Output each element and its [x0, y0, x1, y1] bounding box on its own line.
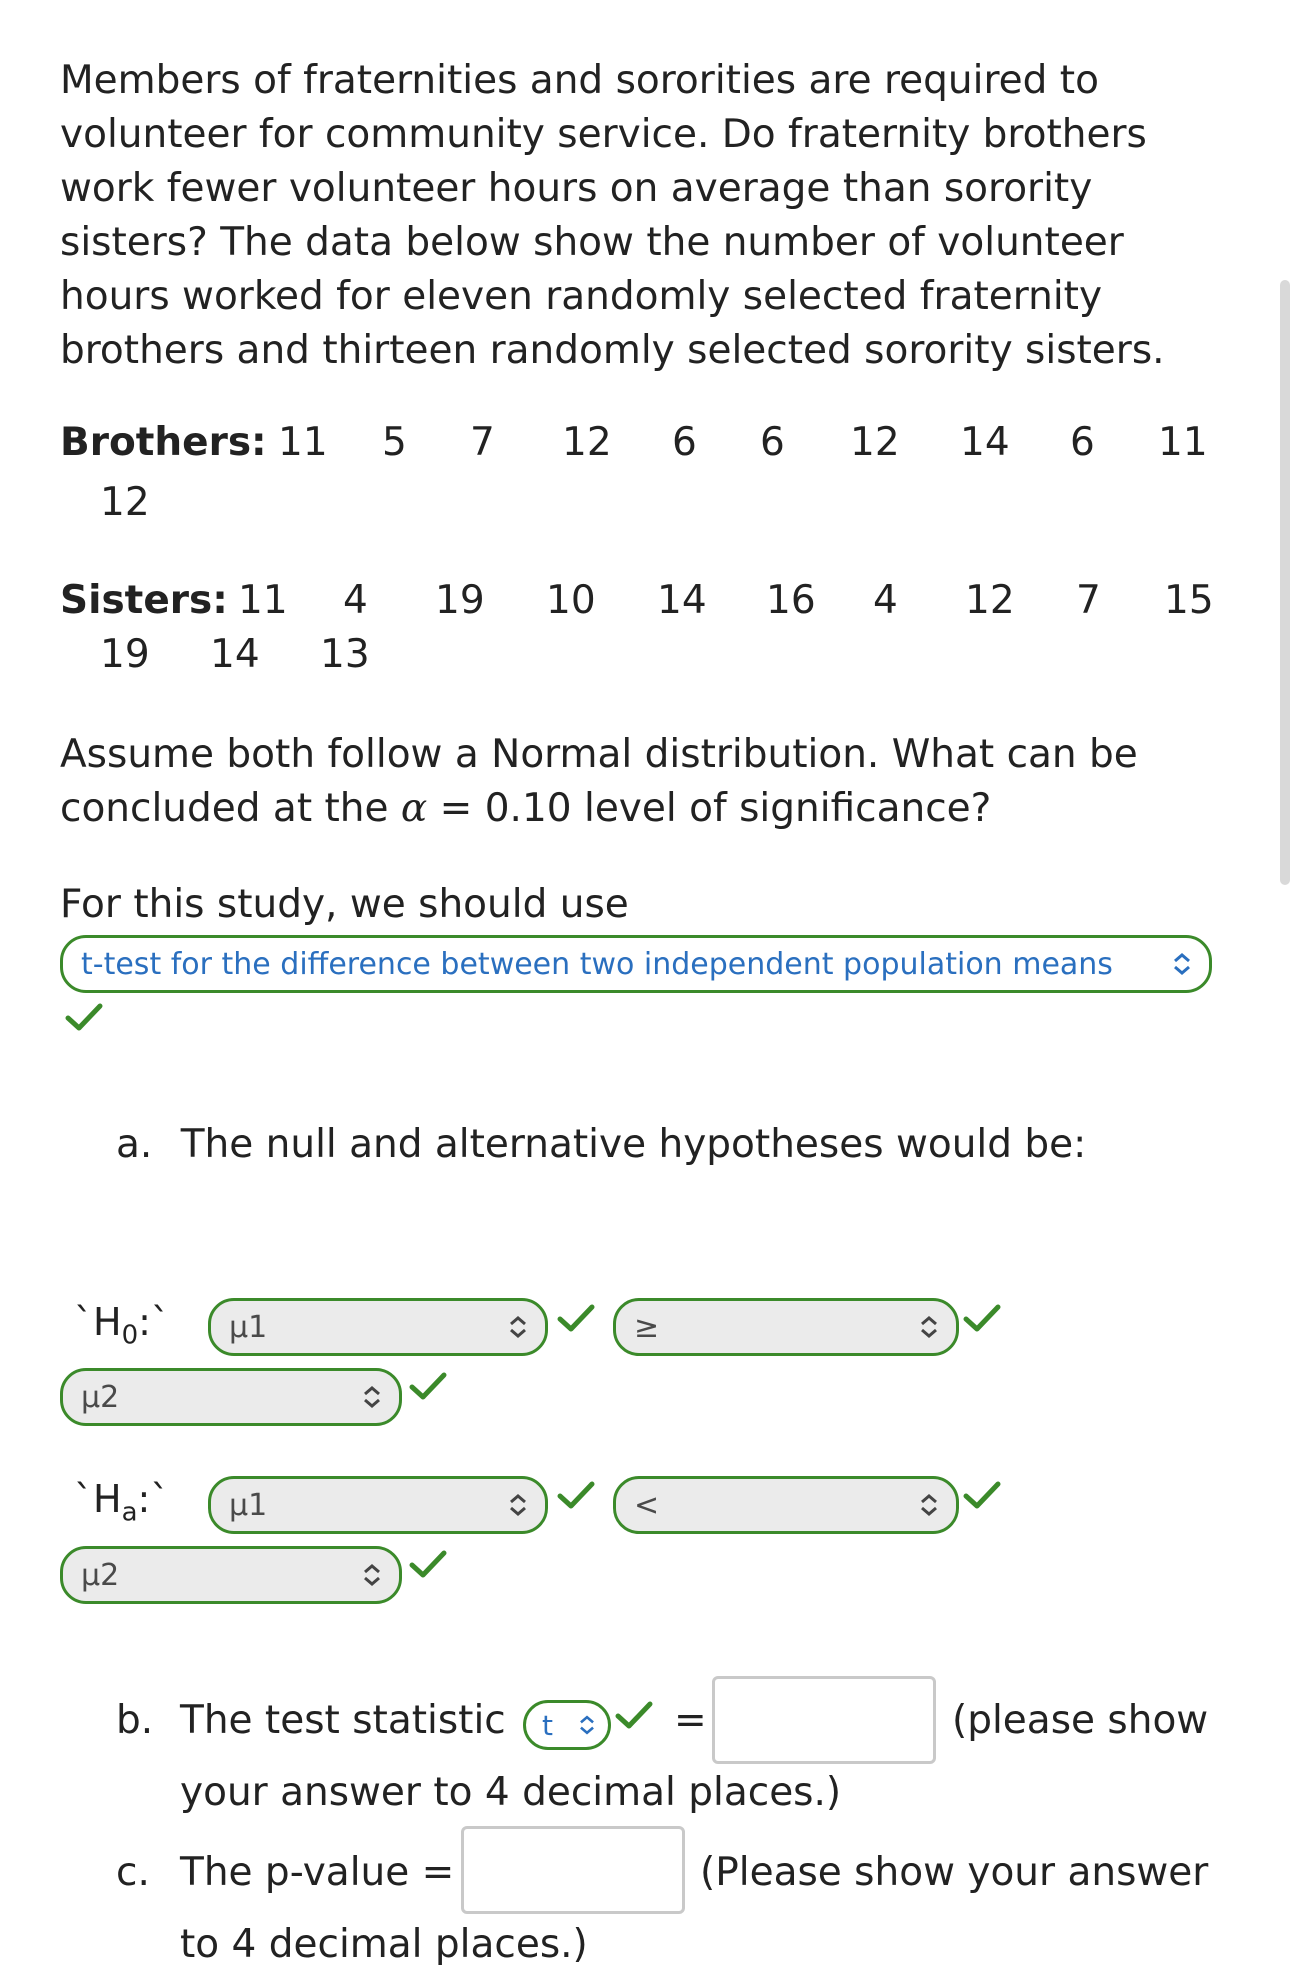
test-type-select-value: t-test for the difference between two independent population means [81, 946, 1113, 982]
chevron-updown-icon [1167, 949, 1197, 979]
brothers-value: 6 [1070, 420, 1095, 465]
sisters-label: Sisters: [60, 578, 228, 623]
sisters-value: 12 [965, 578, 1015, 623]
brothers-value: 12 [100, 480, 150, 525]
sisters-value: 11 [238, 578, 288, 623]
ha-param1-value: μ1 [229, 1487, 268, 1523]
brothers-value: 5 [382, 420, 407, 465]
sisters-value: 4 [343, 578, 368, 623]
ha-operator-select[interactable] [613, 1476, 959, 1534]
study-prompt: For this study, we should use [60, 882, 629, 927]
chevron-updown-icon [503, 1312, 533, 1342]
p-value-input[interactable] [461, 1826, 685, 1914]
ha-label-tail: :` [137, 1477, 170, 1521]
check-icon [614, 1700, 654, 1730]
part-a-label: a. [116, 1122, 153, 1167]
check-icon [64, 1002, 104, 1032]
brothers-value: 12 [562, 420, 612, 465]
ha-param1-select[interactable] [208, 1476, 548, 1534]
ha-operator-value: < [634, 1487, 660, 1523]
problem-intro: Members of fraternities and sororities are required to volunteer for community service. Do fraternity brothers work fewer volunteer hours on average than sorority sisters? The data below show the number of volunteer hours worked for eleven randomly selected fraternity brothers and thirteen randomly selected sorority sisters. [60, 58, 1165, 373]
sisters-value: 14 [657, 578, 707, 623]
h0-param2-select[interactable] [60, 1368, 402, 1426]
sisters-value: 19 [435, 578, 485, 623]
sisters-value: 15 [1164, 578, 1214, 623]
part-b-equals: = [674, 1698, 707, 1743]
part-c-label: c. [116, 1850, 150, 1895]
brothers-label: Brothers: [60, 420, 267, 465]
ha-subscript: a [121, 1497, 138, 1528]
part-a-text: The null and alternative hypotheses would be: [180, 1122, 1087, 1167]
check-icon [556, 1480, 596, 1510]
sisters-value: 10 [546, 578, 596, 623]
ha-param2-value: μ2 [81, 1557, 120, 1593]
check-icon [962, 1480, 1002, 1510]
check-icon [556, 1303, 596, 1333]
test-type-select[interactable] [60, 935, 1212, 993]
test-statistic-value: t [542, 1708, 553, 1742]
sisters-value: 13 [320, 632, 370, 677]
h0-operator-value: ≥ [634, 1309, 660, 1345]
part-b-note-line-2: your answer to 4 decimal places.) [180, 1770, 842, 1815]
h0-operator-select[interactable] [613, 1298, 959, 1356]
check-icon [408, 1371, 448, 1401]
sisters-value: 16 [766, 578, 816, 623]
test-statistic-input[interactable] [712, 1676, 936, 1764]
chevron-updown-icon [574, 1712, 600, 1738]
sisters-value: 4 [873, 578, 898, 623]
sisters-value: 19 [100, 632, 150, 677]
part-c-text: The p-value = [180, 1850, 455, 1895]
part-b-text: The test statistic [180, 1698, 506, 1743]
brothers-value: 12 [850, 420, 900, 465]
h0-label-text: `H [74, 1300, 122, 1344]
alpha-symbol: α [400, 786, 428, 831]
brothers-value: 6 [672, 420, 697, 465]
sisters-value: 14 [210, 632, 260, 677]
assumption-line-1: Assume both follow a Normal distribution. What can be [60, 732, 1138, 777]
assumption-line-2 [60, 782, 991, 836]
scrollbar[interactable] [1280, 280, 1290, 885]
part-b-label: b. [116, 1698, 154, 1743]
part-b-note-line-1: (please show [952, 1698, 1209, 1743]
brothers-value: 11 [1158, 420, 1208, 465]
chevron-updown-icon [914, 1312, 944, 1342]
chevron-updown-icon [503, 1490, 533, 1520]
ha-label [74, 1477, 169, 1528]
part-c-note-line-2: to 4 decimal places.) [180, 1922, 588, 1967]
h0-param2-value: μ2 [81, 1379, 120, 1415]
sisters-value: 7 [1076, 578, 1101, 623]
chevron-updown-icon [914, 1490, 944, 1520]
h0-subscript: 0 [121, 1320, 139, 1351]
chevron-updown-icon [357, 1382, 387, 1412]
brothers-value: 11 [278, 420, 328, 465]
assumption-prefix: concluded at the [60, 786, 389, 831]
brothers-value: 14 [960, 420, 1010, 465]
test-statistic-select[interactable] [523, 1700, 611, 1750]
brothers-row [60, 420, 1220, 480]
brothers-value: 6 [760, 420, 785, 465]
part-c-note-line-1: (Please show your answer [700, 1850, 1209, 1895]
h0-param1-select[interactable] [208, 1298, 548, 1356]
part-a [116, 1118, 1086, 1172]
sisters-row-2 [100, 632, 500, 692]
chevron-updown-icon [357, 1560, 387, 1590]
h0-label-tail: :` [138, 1300, 170, 1344]
h0-param1-value: μ1 [229, 1309, 268, 1345]
ha-label-text: `H [74, 1477, 122, 1521]
ha-param2-select[interactable] [60, 1546, 402, 1604]
check-icon [962, 1303, 1002, 1333]
h0-label [74, 1300, 170, 1351]
check-icon [408, 1549, 448, 1579]
assumption-suffix: = 0.10 level of significance? [439, 786, 992, 831]
brothers-value: 7 [470, 420, 495, 465]
sisters-row [60, 578, 1220, 638]
